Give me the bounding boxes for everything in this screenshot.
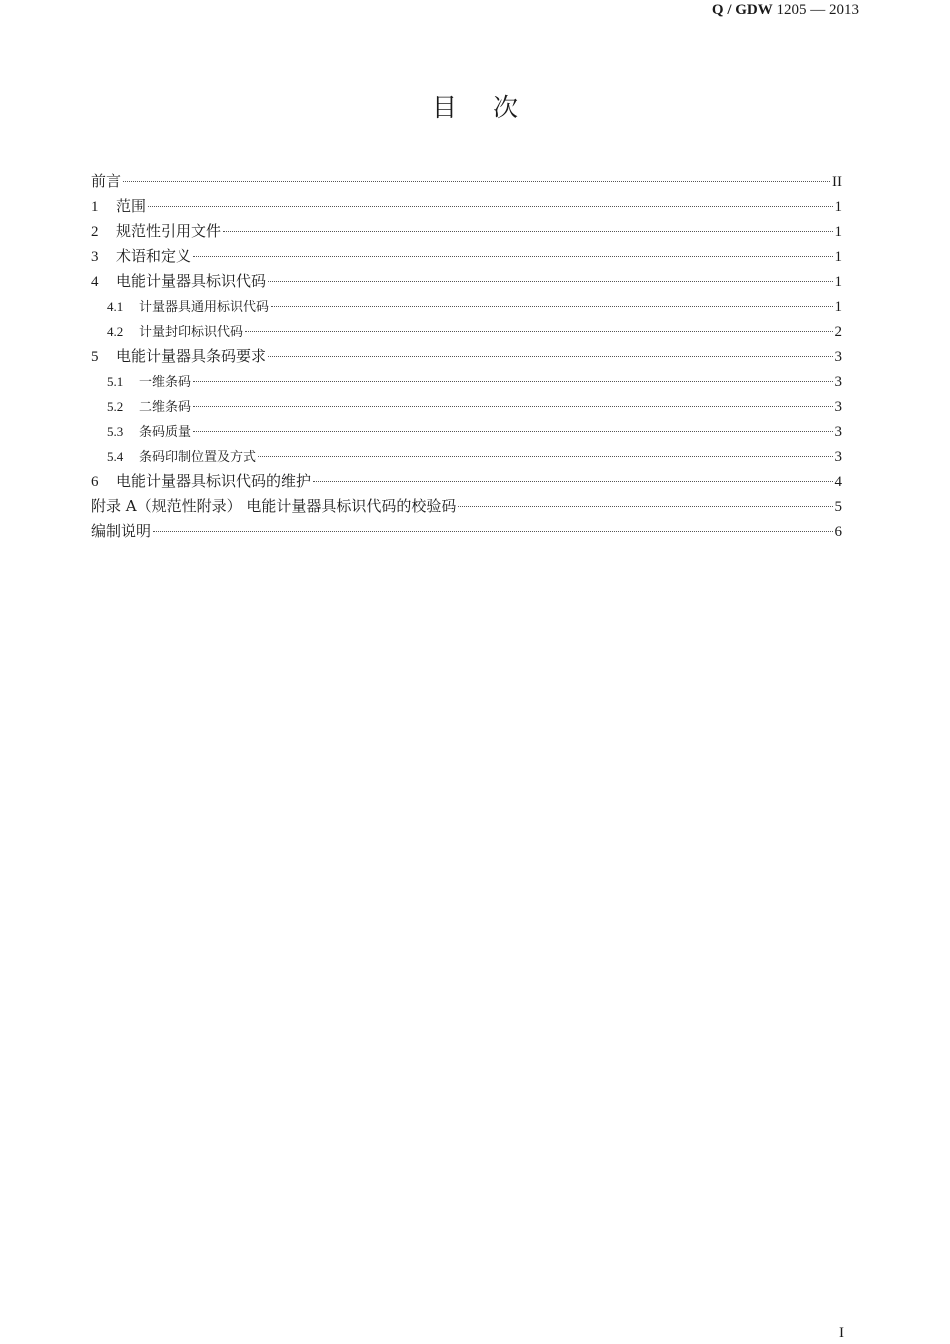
toc-dot-leader [193, 381, 832, 382]
toc-dot-leader [153, 531, 832, 532]
toc-entry-title: 范围 [116, 197, 147, 215]
toc-entry[interactable] [91, 394, 842, 419]
toc-entry-page: 3 [834, 399, 842, 415]
toc-entry-title: 二维条码 [139, 400, 192, 415]
toc-entry-number: 2 [91, 224, 99, 240]
toc-entry-number: 4.2 [107, 324, 124, 339]
page-title: 目次 [431, 93, 554, 122]
toc-entry-title: 计量器具通用标识代码 [139, 300, 270, 315]
toc-entry-number: 4 [91, 274, 99, 290]
toc-entry-page: 1 [834, 199, 842, 215]
toc-dot-leader [193, 406, 832, 407]
toc-entry-page: 1 [834, 224, 842, 240]
toc-entry-number: 5 [91, 349, 99, 365]
document-code-prefix: Q / GDW [711, 2, 773, 18]
toc-entry-title: 条码印制位置及方式 [139, 450, 257, 465]
toc-entry-number: 5.4 [107, 449, 124, 464]
toc-dot-leader [258, 456, 832, 457]
toc-dot-leader [268, 356, 832, 357]
toc-entry-title: 编制说明 [91, 522, 152, 540]
toc-dot-leader [245, 331, 832, 332]
toc-dot-leader [313, 481, 832, 482]
toc-entry-page: 3 [834, 374, 842, 390]
toc-entry-page: 5 [834, 499, 842, 515]
toc-entry-title: 前言 [91, 172, 122, 190]
toc-entry-page: 6 [834, 524, 842, 540]
toc-entry[interactable] [91, 244, 842, 269]
toc-entry[interactable] [91, 469, 842, 494]
toc-dot-leader [268, 281, 832, 282]
toc-entry-title: 条码质量 [139, 425, 192, 440]
toc-entry[interactable] [91, 269, 842, 294]
toc-entry-title: 一维条码 [139, 375, 192, 390]
toc-entry[interactable] [91, 444, 842, 469]
toc-entry-page: 3 [834, 449, 842, 465]
toc-entry-page: 1 [834, 249, 842, 265]
table-of-contents [91, 169, 842, 544]
toc-entry-number: 1 [91, 199, 99, 215]
toc-entry-number: 6 [91, 474, 99, 490]
toc-entry[interactable] [91, 169, 842, 194]
toc-entry-page: 2 [834, 324, 842, 340]
toc-entry-page: 4 [834, 474, 842, 490]
page-number: I [839, 1325, 844, 1341]
toc-dot-leader [193, 256, 832, 257]
toc-entry-number: 4.1 [107, 299, 124, 314]
toc-entry-number: 5.3 [107, 424, 124, 439]
toc-entry-number: 5.1 [107, 374, 124, 389]
toc-entry[interactable] [91, 369, 842, 394]
toc-entry[interactable] [91, 194, 842, 219]
toc-dot-leader [123, 181, 830, 182]
toc-entry[interactable] [91, 419, 842, 444]
toc-dot-leader [223, 231, 832, 232]
toc-entry-title: 电能计量器具条码要求 [116, 347, 267, 365]
toc-entry[interactable] [91, 344, 842, 369]
toc-entry[interactable] [91, 519, 842, 544]
toc-entry-title: 电能计量器具标识代码 [116, 272, 267, 290]
toc-entry[interactable] [91, 319, 842, 344]
toc-entry-page: 3 [834, 349, 842, 365]
toc-dot-leader [148, 206, 832, 207]
toc-entry[interactable] [91, 494, 842, 519]
toc-entry-title: 计量封印标识代码 [139, 325, 244, 340]
toc-entry[interactable] [91, 219, 842, 244]
toc-dot-leader [271, 306, 832, 307]
toc-entry-title: 规范性引用文件 [116, 222, 222, 240]
toc-entry-title: 附录 A（规范性附录） 电能计量器具标识代码的校验码 [91, 497, 457, 515]
document-code [712, 2, 859, 19]
toc-entry-number: 5.2 [107, 399, 124, 414]
toc-entry-title: 电能计量器具标识代码的维护 [116, 472, 312, 490]
toc-dot-leader [458, 506, 832, 507]
toc-dot-leader [193, 431, 832, 432]
toc-entry-page: 3 [834, 424, 842, 440]
toc-entry-title: 术语和定义 [116, 247, 192, 265]
document-code-number: 1205 — 2013 [772, 2, 859, 18]
toc-entry-number: 3 [91, 249, 99, 265]
toc-entry-page: 1 [834, 299, 842, 315]
toc-entry[interactable] [91, 294, 842, 319]
toc-entry-page: II [832, 174, 842, 190]
toc-entry-page: 1 [834, 274, 842, 290]
